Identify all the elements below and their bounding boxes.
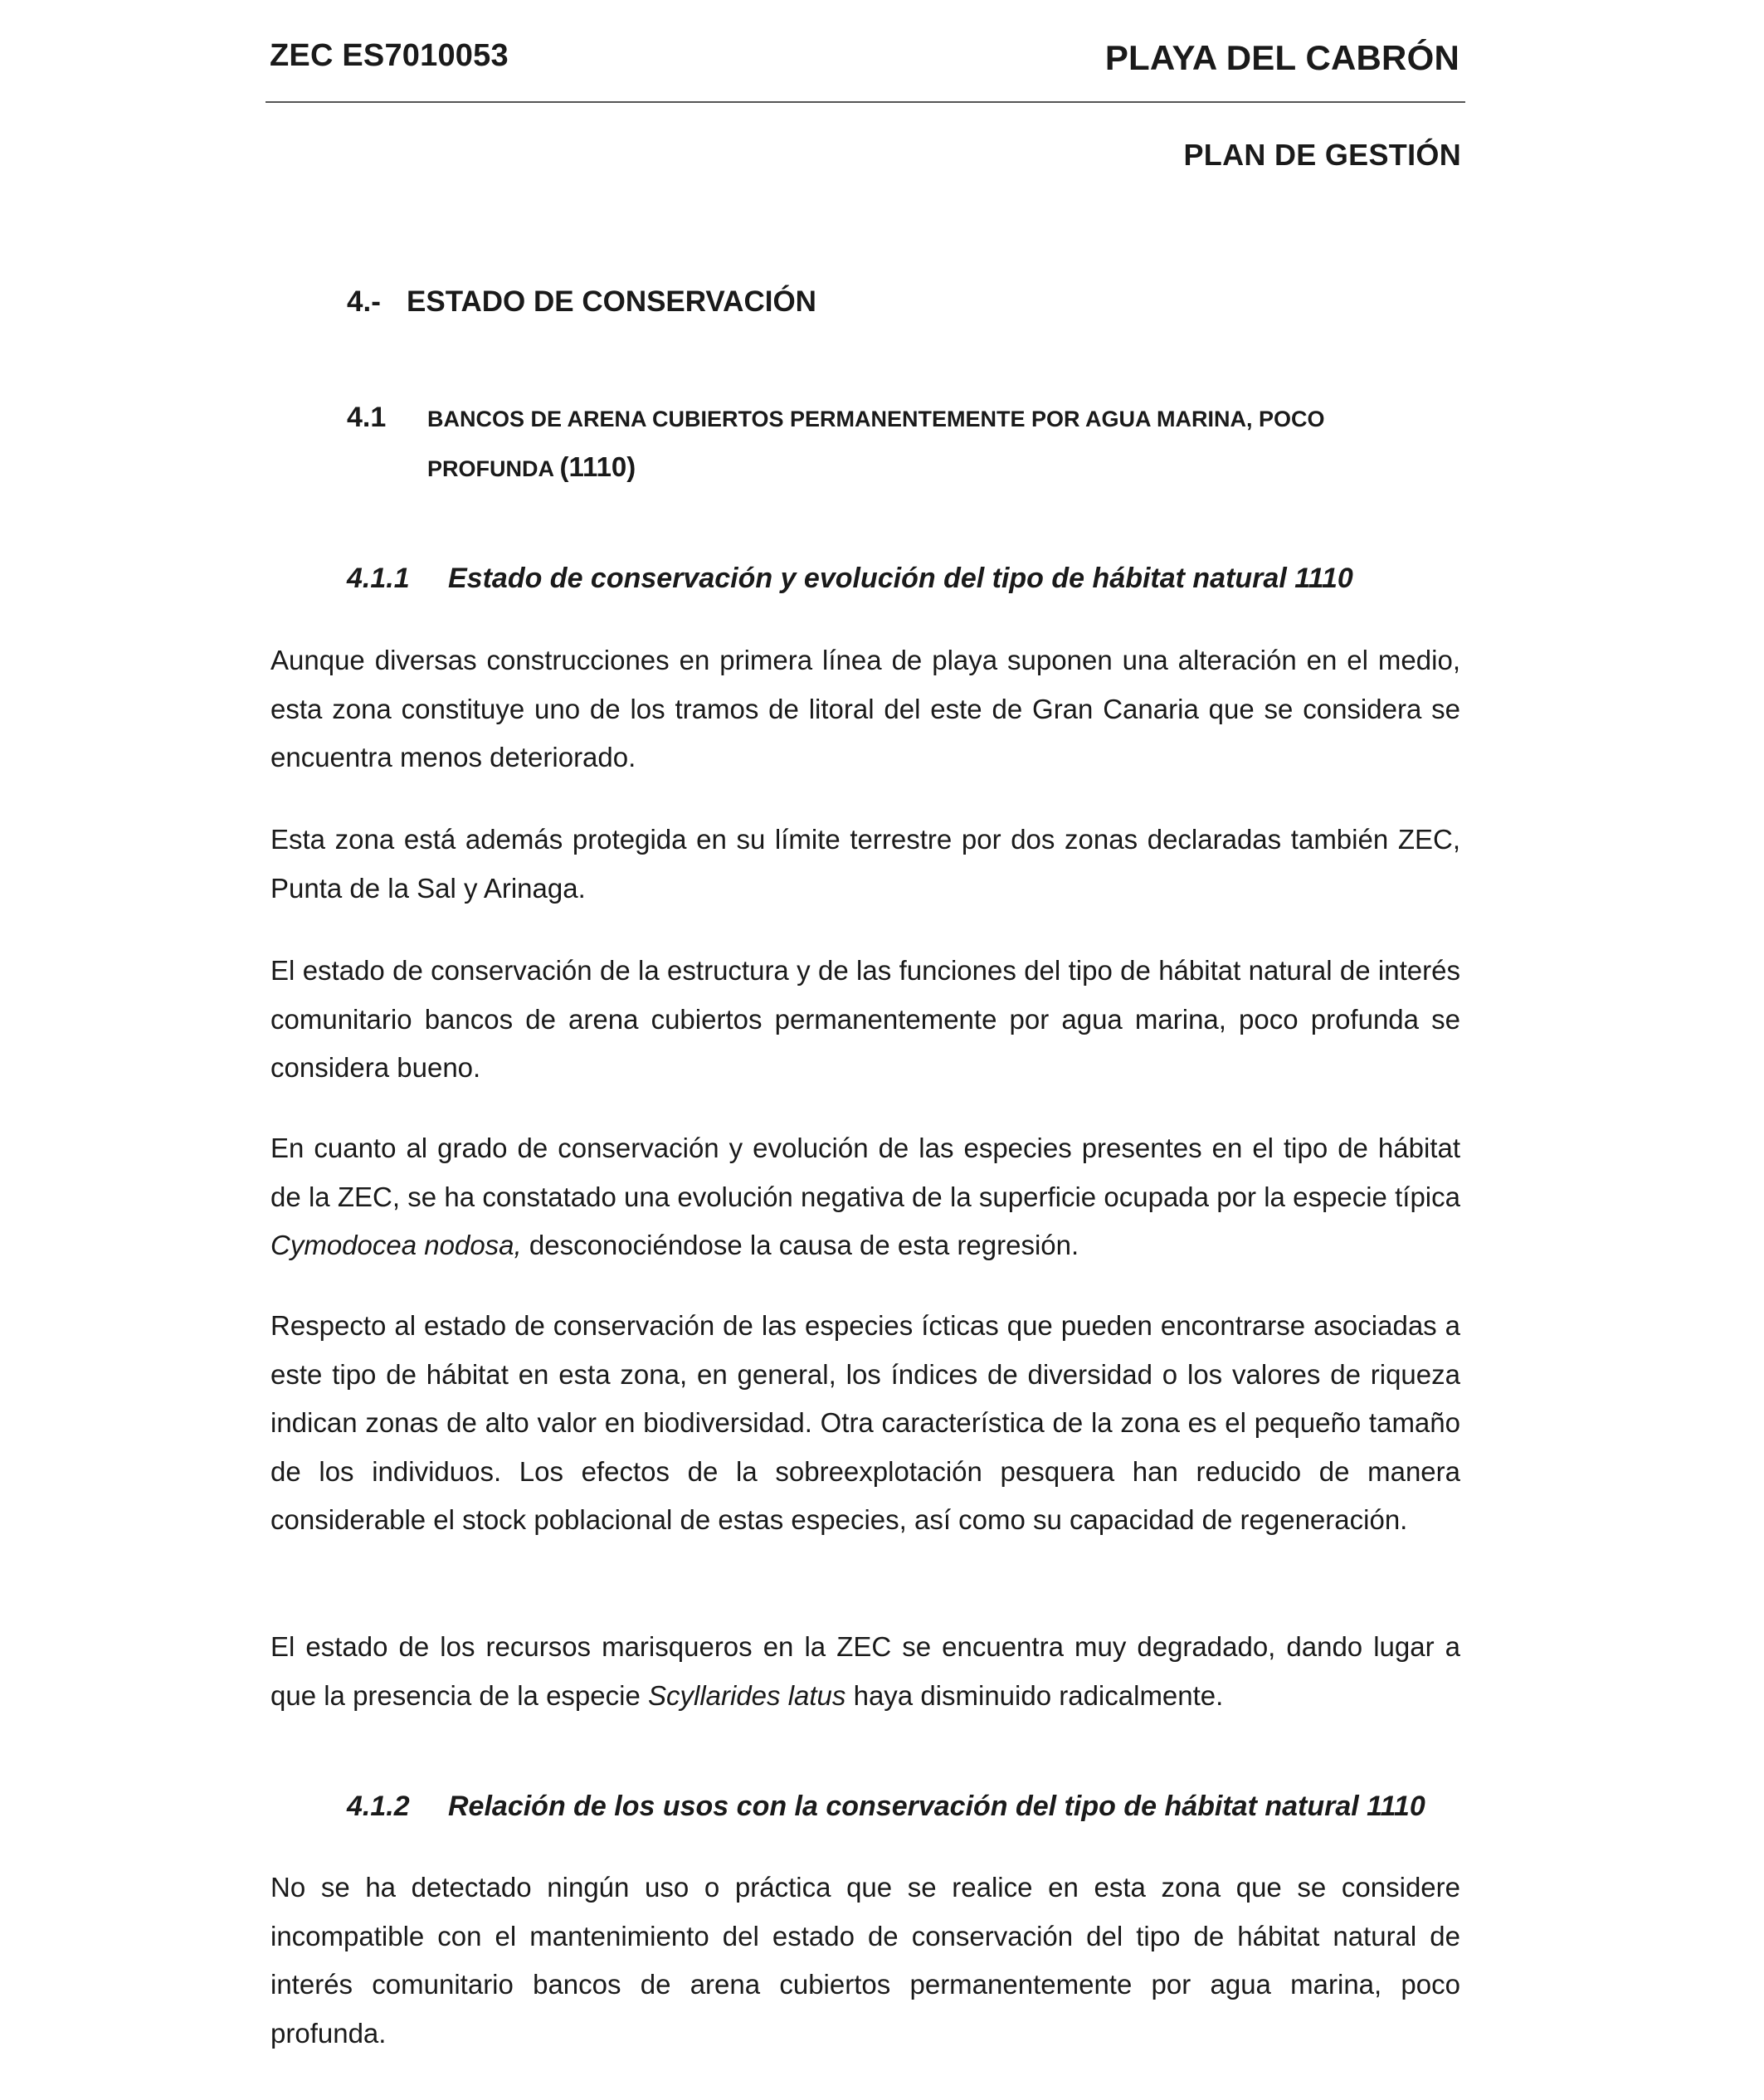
subsection-number: 4.1.1 [347, 563, 410, 594]
paragraph-4-text-b: desconociéndose la causa de esta regresión. [521, 1230, 1079, 1260]
paragraph-7: No se ha detectado ningún uso o práctica que se realice en esta zona que se considere incompatible con el mantenimiento del estado de conservación del tipo de hábitat natural de interés comunitario bancos de arena cubiertos permanentemente por agua marina, poco profunda. [270, 1872, 1460, 2049]
page-header [268, 38, 1463, 88]
section-title-line1: BANCOS DE ARENA CUBIERTOS PERMANENTEMENTE POR AGUA MARINA, POCO [427, 407, 1325, 431]
header-divider [266, 101, 1465, 103]
subsection-title: Relación de los usos con la conservación del tipo de hábitat natural 1110 [448, 1791, 1425, 1822]
paragraph-4 [270, 1124, 1460, 1270]
chapter-heading [347, 285, 816, 319]
chapter-number: 4.- [347, 285, 381, 318]
paragraph-3: El estado de conservación de la estructura y de las funciones del tipo de hábitat natural de interés comunitario bancos de arena cubiertos permanentemente por agua marina, poco profunda se considera bueno. [270, 955, 1460, 1083]
section-title-line2: PROFUNDA [427, 456, 553, 481]
subsection-title: Estado de conservación y evolución del tipo de hábitat natural 1110 [448, 563, 1353, 594]
chapter-title: ESTADO DE CONSERVACIÓN [407, 285, 816, 318]
paragraph-4-text-a: En cuanto al grado de conservación y evolución de las especies presentes en el tipo de hábitat de la ZEC, se ha constatado una evolución negativa de la superficie ocupada por la especie típica [270, 1133, 1460, 1212]
species-name-cymodocea: Cymodocea nodosa, [270, 1230, 522, 1260]
paragraph-6-text-b: haya disminuido radicalmente. [845, 1679, 1224, 1711]
paragraph-5: Respecto al estado de conservación de las especies ícticas que pueden encontrarse asociadas a este tipo de hábitat en esta zona, en general, los índices de diversidad o los valores de riqueza indican zonas de alto valor en biodiversidad. Otra característica de la zona es el pequeño tamaño de los individuos. Los efectos de la sobreexplotación pesquera han reducido de manera considerable el stock poblacional de estas especies, así como su capacidad de regeneración. [270, 1310, 1460, 1535]
paragraph-2: Esta zona está además protegida en su límite terrestre por dos zonas declaradas también ZEC, Punta de la Sal y Arinaga. [270, 824, 1460, 904]
subsection-heading-4-1-1 [347, 563, 1353, 595]
paragraph-6-text-a: El estado de los recursos marisqueros en la ZEC se encuentra muy degradado, dando lugar a que la presencia de la especie [270, 1631, 1460, 1711]
subsection-heading-4-1-2 [347, 1791, 1425, 1823]
paragraph-1: Aunque diversas construcciones en primera línea de playa suponen una alteración en el medio, esta zona constituye uno de los tramos de litoral del este de Gran Canaria que se considera se encuentra menos deteriorado. [270, 645, 1460, 772]
paragraph-6 [270, 1623, 1460, 1720]
species-name-scyllarides: Scyllarides latus [647, 1679, 846, 1711]
header-site-name: PLAYA DEL CABRÓN [1104, 38, 1459, 77]
section-title [427, 395, 1381, 493]
header-site-code: ZEC ES7010053 [270, 38, 509, 73]
header-plan-title: PLAN DE GESTIÓN [1183, 138, 1461, 172]
section-habitat-code: (1110) [559, 451, 636, 482]
section-number: 4.1 [347, 402, 387, 433]
subsection-number: 4.1.2 [347, 1791, 410, 1822]
